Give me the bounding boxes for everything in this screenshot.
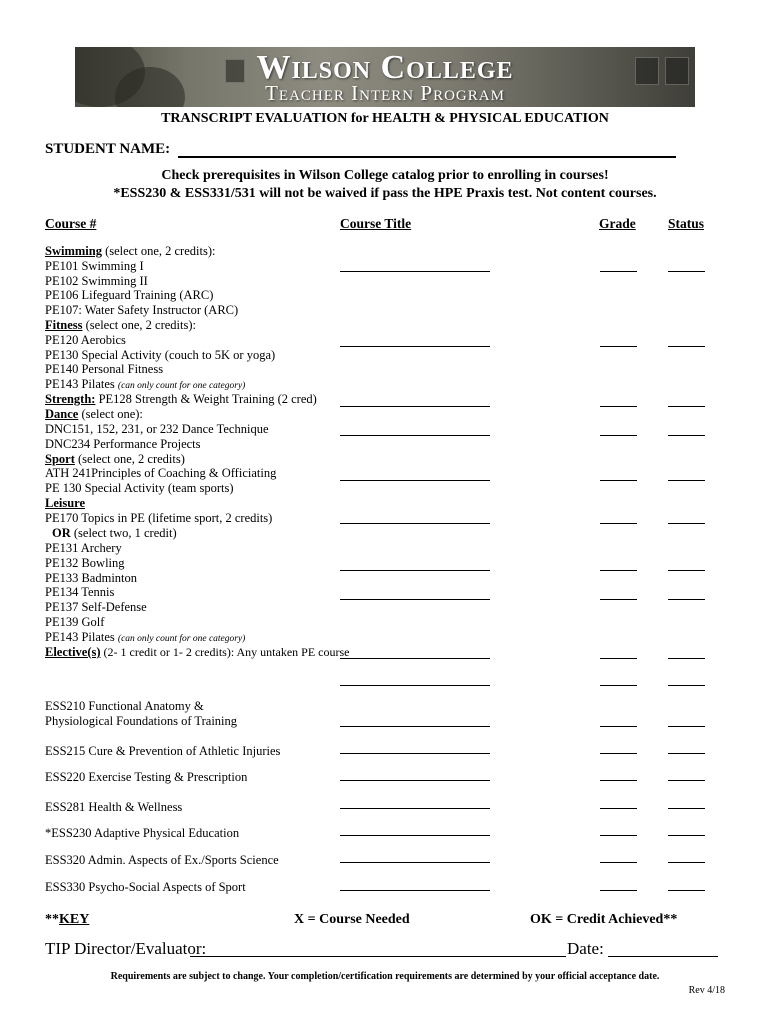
key-course-needed: X = Course Needed xyxy=(294,912,410,927)
title-line-row-16[interactable] xyxy=(340,862,490,863)
course-pe134: PE134 Tennis xyxy=(45,585,115,599)
title-line-row-10[interactable] xyxy=(340,685,490,686)
title-line-row-9[interactable] xyxy=(340,658,490,659)
title-line-row-14[interactable] xyxy=(340,808,490,809)
course-pe130-sport: PE 130 Special Activity (team sports) xyxy=(45,481,234,495)
grade-line-row-9[interactable] xyxy=(600,658,637,659)
course-pe101: PE101 Swimming I xyxy=(45,259,144,273)
course-pe132: PE132 Bowling xyxy=(45,556,125,570)
status-line-row-13[interactable] xyxy=(668,780,705,781)
category-leisure: Leisure xyxy=(45,496,86,510)
status-line-row-1[interactable] xyxy=(668,271,705,272)
category-strength: Strength: PE128 Strength & Weight Training (2 cred) xyxy=(45,392,317,406)
column-course-number: Course # xyxy=(45,216,97,231)
course-dnc151: DNC151, 152, 231, or 232 Dance Technique xyxy=(45,422,269,436)
title-line-row-3[interactable] xyxy=(340,406,490,407)
course-pe107: PE107: Water Safety Instructor (ARC) xyxy=(45,303,239,317)
course-ess210-line1: ESS210 Functional Anatomy & xyxy=(45,699,204,713)
page-title: TRANSCRIPT EVALUATION for HEALTH & PHYSICAL EDUCATION xyxy=(161,111,609,126)
course-ess230: *ESS230 Adaptive Physical Education xyxy=(45,826,240,840)
grade-line-row-14[interactable] xyxy=(600,808,637,809)
grade-line-row-1[interactable] xyxy=(600,271,637,272)
grade-line-row-3[interactable] xyxy=(600,406,637,407)
date-label: Date: xyxy=(567,939,604,958)
grade-line-row-11[interactable] xyxy=(600,726,637,727)
category-fitness: Fitness (select one, 2 credits): xyxy=(45,318,196,332)
leisure-or-option: OR (select two, 1 credit) xyxy=(52,526,177,540)
grade-line-row-15[interactable] xyxy=(600,835,637,836)
course-dnc234: DNC234 Performance Projects xyxy=(45,437,201,451)
grade-line-row-5[interactable] xyxy=(600,480,637,481)
grade-line-row-6[interactable] xyxy=(600,523,637,524)
course-pe131: PE131 Archery xyxy=(45,541,122,555)
status-line-row-17[interactable] xyxy=(668,890,705,891)
date-field[interactable] xyxy=(608,956,718,957)
status-line-row-8[interactable] xyxy=(668,599,705,600)
status-line-row-14[interactable] xyxy=(668,808,705,809)
course-pe102: PE102 Swimming II xyxy=(45,274,148,288)
course-ath241: ATH 241Principles of Coaching & Officiating xyxy=(45,466,277,480)
key-label: **KEY xyxy=(45,912,90,927)
course-ess220: ESS220 Exercise Testing & Prescription xyxy=(45,770,248,784)
grade-line-row-7[interactable] xyxy=(600,570,637,571)
course-pe170: PE170 Topics in PE (lifetime sport, 2 credits) xyxy=(45,511,273,525)
title-line-row-11[interactable] xyxy=(340,726,490,727)
status-line-row-16[interactable] xyxy=(668,862,705,863)
title-line-row-13[interactable] xyxy=(340,780,490,781)
status-line-row-15[interactable] xyxy=(668,835,705,836)
footer-note: Requirements are subject to change. Your completion/certification requirements are determined by your official acceptance date. xyxy=(110,971,660,982)
notice-praxis: *ESS230 & ESS331/531 will not be waived if pass the HPE Praxis test. Not content courses. xyxy=(113,186,657,201)
title-line-row-7[interactable] xyxy=(340,570,490,571)
title-line-row-8[interactable] xyxy=(340,599,490,600)
status-line-row-9[interactable] xyxy=(668,658,705,659)
notice-prerequisites: Check prerequisites in Wilson College catalog prior to enrolling in courses! xyxy=(161,168,609,183)
status-line-row-4[interactable] xyxy=(668,435,705,436)
grade-line-row-10[interactable] xyxy=(600,685,637,686)
grade-line-row-8[interactable] xyxy=(600,599,637,600)
banner-subtitle: Teacher Intern Program xyxy=(265,81,505,105)
status-line-row-10[interactable] xyxy=(668,685,705,686)
column-grade: Grade xyxy=(599,216,636,231)
grade-line-row-13[interactable] xyxy=(600,780,637,781)
grade-line-row-17[interactable] xyxy=(600,890,637,891)
course-pe143-leisure: PE143 Pilates (can only count for one category) xyxy=(45,630,246,644)
course-pe133: PE133 Badminton xyxy=(45,571,138,585)
title-line-row-6[interactable] xyxy=(340,523,490,524)
title-line-row-4[interactable] xyxy=(340,435,490,436)
student-name-field[interactable] xyxy=(178,156,676,158)
category-swimming: Swimming (select one, 2 credits): xyxy=(45,244,216,258)
director-signature-field[interactable] xyxy=(190,956,566,957)
column-status: Status xyxy=(668,216,705,231)
course-ess320: ESS320 Admin. Aspects of Ex./Sports Science xyxy=(45,853,279,867)
course-pe137: PE137 Self-Defense xyxy=(45,600,147,614)
title-line-row-12[interactable] xyxy=(340,753,490,754)
header-banner xyxy=(75,47,695,107)
course-pe130-fitness: PE130 Special Activity (couch to 5K or yoga) xyxy=(45,348,276,362)
status-line-row-3[interactable] xyxy=(668,406,705,407)
revision-label: Rev 4/18 xyxy=(688,985,725,996)
title-line-row-1[interactable] xyxy=(340,271,490,272)
category-dance: Dance (select one): xyxy=(45,407,143,421)
course-ess215: ESS215 Cure & Prevention of Athletic Injuries xyxy=(45,744,281,758)
course-ess210-line2: Physiological Foundations of Training xyxy=(45,714,238,728)
grade-line-row-2[interactable] xyxy=(600,346,637,347)
course-pe120: PE120 Aerobics xyxy=(45,333,126,347)
director-label: TIP Director/Evaluator: xyxy=(45,939,207,958)
course-pe140: PE140 Personal Fitness xyxy=(45,362,164,376)
status-line-row-7[interactable] xyxy=(668,570,705,571)
key-credit-achieved: OK = Credit Achieved** xyxy=(530,912,678,927)
category-electives: Elective(s) (2- 1 credit or 1- 2 credits): Any untaken PE course xyxy=(45,645,350,659)
student-name-label: STUDENT NAME: xyxy=(45,141,171,157)
category-sport: Sport (select one, 2 credits) xyxy=(45,452,185,466)
grade-line-row-12[interactable] xyxy=(600,753,637,754)
status-line-row-11[interactable] xyxy=(668,726,705,727)
course-pe106: PE106 Lifeguard Training (ARC) xyxy=(45,288,214,302)
course-ess281: ESS281 Health & Wellness xyxy=(45,800,183,814)
title-line-row-2[interactable] xyxy=(340,346,490,347)
title-line-row-5[interactable] xyxy=(340,480,490,481)
course-pe139: PE139 Golf xyxy=(45,615,105,629)
status-line-row-6[interactable] xyxy=(668,523,705,524)
title-line-row-17[interactable] xyxy=(340,890,490,891)
grade-line-row-16[interactable] xyxy=(600,862,637,863)
column-course-title: Course Title xyxy=(340,216,412,231)
course-ess330: ESS330 Psycho-Social Aspects of Sport xyxy=(45,880,246,894)
title-line-row-15[interactable] xyxy=(340,835,490,836)
grade-line-row-4[interactable] xyxy=(600,435,637,436)
status-line-row-12[interactable] xyxy=(668,753,705,754)
banner-title: Wilson College xyxy=(256,49,514,86)
course-pe143-fitness: PE143 Pilates (can only count for one category) xyxy=(45,377,246,391)
status-line-row-5[interactable] xyxy=(668,480,705,481)
status-line-row-2[interactable] xyxy=(668,346,705,347)
